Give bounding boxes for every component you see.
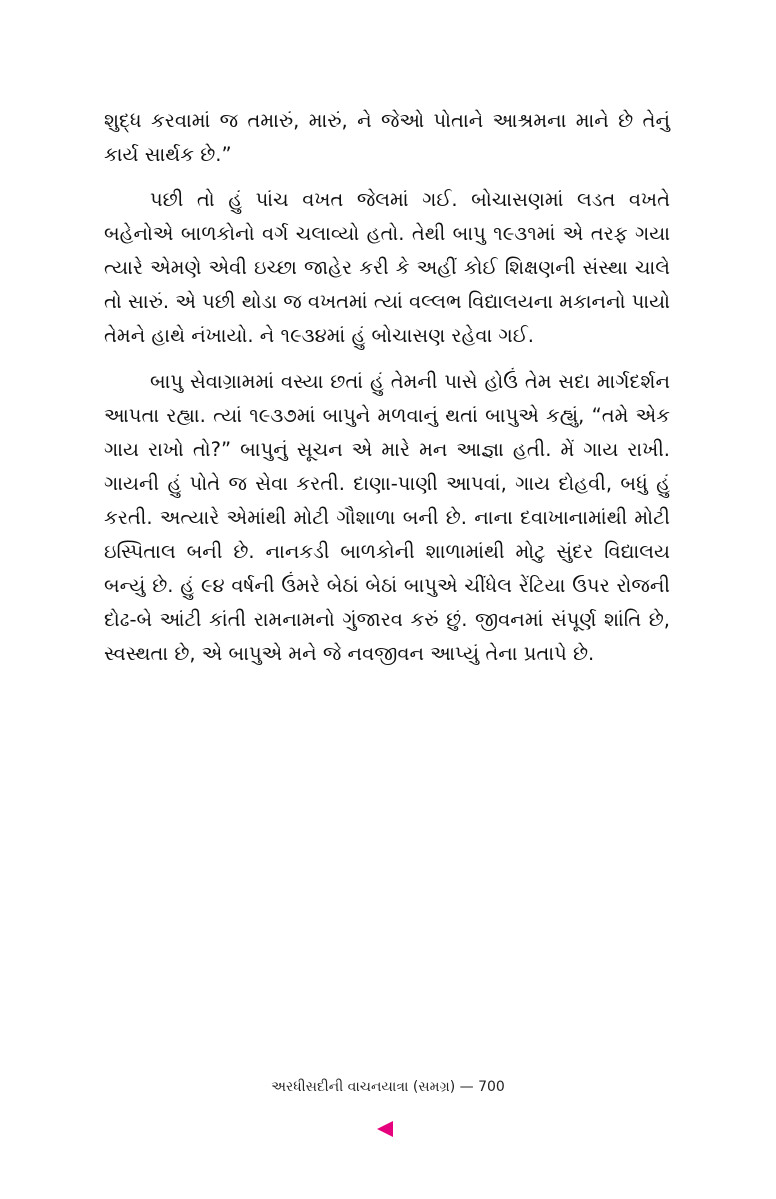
body-text: [104, 104, 670, 671]
paragraph-bochasan: પછી તો હું પાંચ વખત જેલમાં ગઈ. બોચાસણમાં લડત વખતે બહેનોએ બાળકોનો વર્ગ ચલાવ્યો હતો. તેથી બાપુ ૧૯૩૧માં એ તરફ ગયા ત્યારે એમણે એવી ઇચ્છા જાહેર કરી કે અહીં કોઈ શિક્ષણની સંસ્થા ચાલે તો સારું. એ પછી થોડા જ વખતમાં ત્યાં વલ્લભ વિદ્યાલયના મકાનનો પાયો તેમને હાથે નંખાયો. ને ૧૯૩૪માં હું બોચાસણ રહેવા ગઈ.: [104, 188, 670, 347]
paragraph-quote-ending: શુદ્ધ કરવામાં જ તમારું, મારું, ને જેઓ પોતાને આશ્રમના માને છે તેનું કાર્ય સાર્થક છે.”: [104, 109, 670, 166]
paragraph-sevagram: બાપુ સેવાગ્રામમાં વસ્યા છતાં હું તેમની પાસે હોઉં તેમ સદા માર્ગદર્શન આપતા રહ્યા. ત્યાં ૧૯૩૭માં બાપુને મળવાનું થતાં બાપુએ કહ્યું, “તમે એક ગાય રાખો તો?” બાપુનું સૂચન એ મારે મન આજ્ઞા હતી. મેં ગાય રાખી. ગાયની હું પોતે જ સેવા કરતી. દાણા-પાણી આપવાં, ગાય દોહવી, બધું હું કરતી. અત્યારે એમાંથી મોટી ગૌશાળા બની છે. નાના દવાખાનામાંથી મોટી ઇસ્પિતાલ બની છે. નાનકડી બાળકોની શાળામાંથી મોટુ સુંદર વિદ્યાલય બન્યું છે. હું ૯૪ વર્ષની ઉંમરે બેઠાં બેઠાં બાપુએ ચીંધેલ રેંટિયા ઉપર રોજની દોઢ-બે આંટી કાંતી રામનામનો ગુંજારવ કરું છું. જીવનમાં સંપૂર્ણ શાંતિ છે, સ્વસ્થતા છે, એ બાપુએ મને જે નવજીવન આપ્યું તેના પ્રતાપે છે.: [104, 370, 670, 665]
triangle-left-icon[interactable]: [377, 1121, 393, 1137]
page-footer: અરધીસદીની વાચનયાત્રા (સમગ્ર) — 700: [271, 1079, 505, 1095]
